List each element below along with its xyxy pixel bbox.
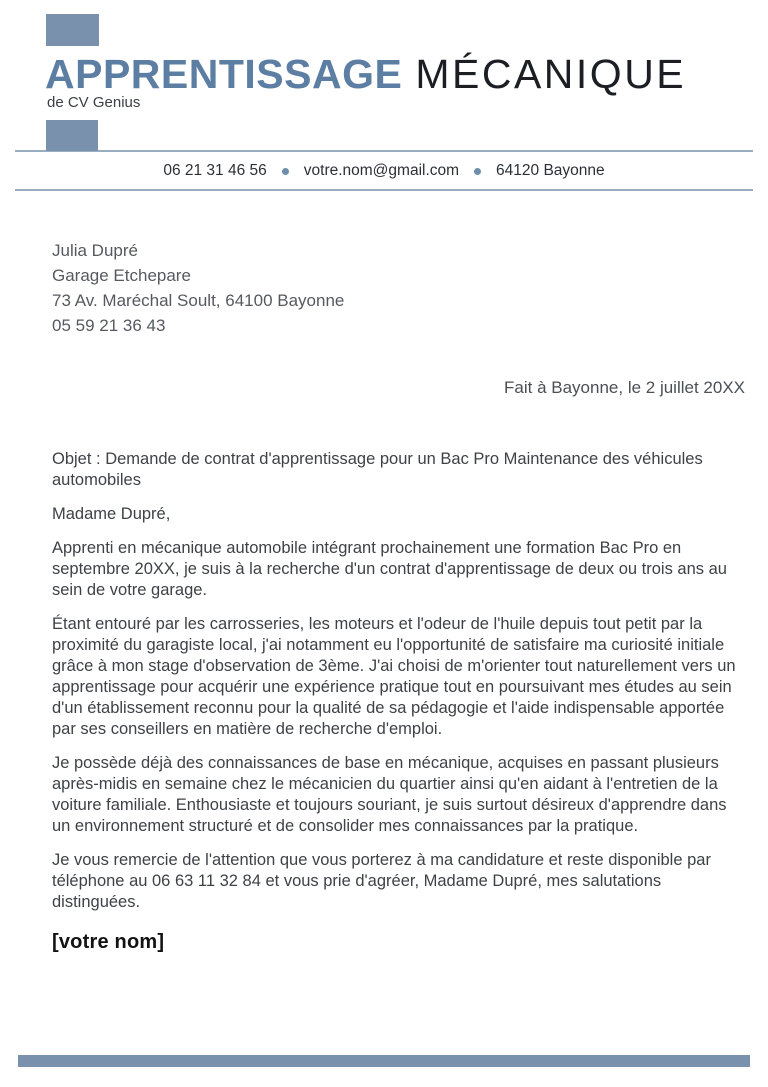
recipient-company: Garage Etchepare — [52, 266, 191, 285]
header-divider-top — [15, 150, 753, 152]
paragraph-2: Étant entouré par les carrosseries, les moteurs et l'odeur de l'huile depuis tout petit par la proximité du garagiste local, j'ai notamment eu l'opportunité de satisfaire ma curiosité initiale grâce à mon stage d'observation de 3ème. J'ai choisi de m'orienter tout naturellement vers un apprentissage pour acquérir une expérience pratique tout en poursuivant mes études au sein d'un établissement reconnu pour la qualité de sa pédagogie et l'aide indispensable apportée par ses conseillers en matière de recherche d'emploi. — [52, 615, 736, 738]
contact-bar — [0, 162, 768, 180]
footer-accent-bar — [18, 1055, 750, 1067]
bullet-separator-icon — [474, 168, 481, 175]
title-secondary: MÉCANIQUE — [415, 51, 687, 97]
paragraph-3: Je possède déjà des connaissances de base en mécanique, acquises en passant plusieurs après-midis en semaine chez le mécanicien du quartier ainsi qu'en aidant à l'entretien de la voiture familiale. Enthousiaste et toujours souriant, je suis surtout désireux d'apprendre dans un environnement structuré et de consolider mes connaissances par la pratique. — [52, 754, 727, 835]
contact-phone: 06 21 31 46 56 — [163, 162, 267, 179]
recipient-name: Julia Dupré — [52, 241, 138, 260]
page-title — [45, 51, 686, 98]
paragraph-1: Apprenti en mécanique automobile intégrant prochainement une formation Bac Pro en septembre 20XX, je suis à la recherche d'un contrat d'apprentissage de deux ou trois ans au sein de votre garage. — [52, 539, 727, 599]
brand-subtitle: de CV Genius — [47, 94, 141, 111]
accent-rectangle-bottom — [46, 120, 98, 151]
recipient-block — [52, 238, 344, 338]
paragraph-4: Je vous remercie de l'attention que vous porterez à ma candidature et reste disponible par téléphone au 06 63 11 32 84 et vous prie d'agréer, Madame Dupré, mes salutations distinguées. — [52, 851, 711, 911]
recipient-address: 73 Av. Maréchal Soult, 64100 Bayonne — [52, 291, 345, 310]
contact-email: votre.nom@gmail.com — [303, 162, 460, 179]
salutation: Madame Dupré, — [52, 505, 171, 523]
subject-line: Objet : Demande de contrat d'apprentissage pour un Bac Pro Maintenance des véhicules automobiles — [52, 450, 703, 489]
date-line: Fait à Bayonne, le 2 juillet 20XX — [504, 378, 745, 397]
signature-placeholder: [votre nom] — [52, 931, 165, 953]
bullet-separator-icon — [282, 168, 289, 175]
letter-body — [52, 449, 746, 926]
title-primary: APPRENTISSAGE — [45, 51, 403, 97]
contact-location: 64120 Bayonne — [496, 162, 605, 179]
recipient-phone: 05 59 21 36 43 — [52, 316, 166, 335]
header-divider-bottom — [15, 189, 753, 191]
accent-rectangle-top — [46, 14, 99, 46]
